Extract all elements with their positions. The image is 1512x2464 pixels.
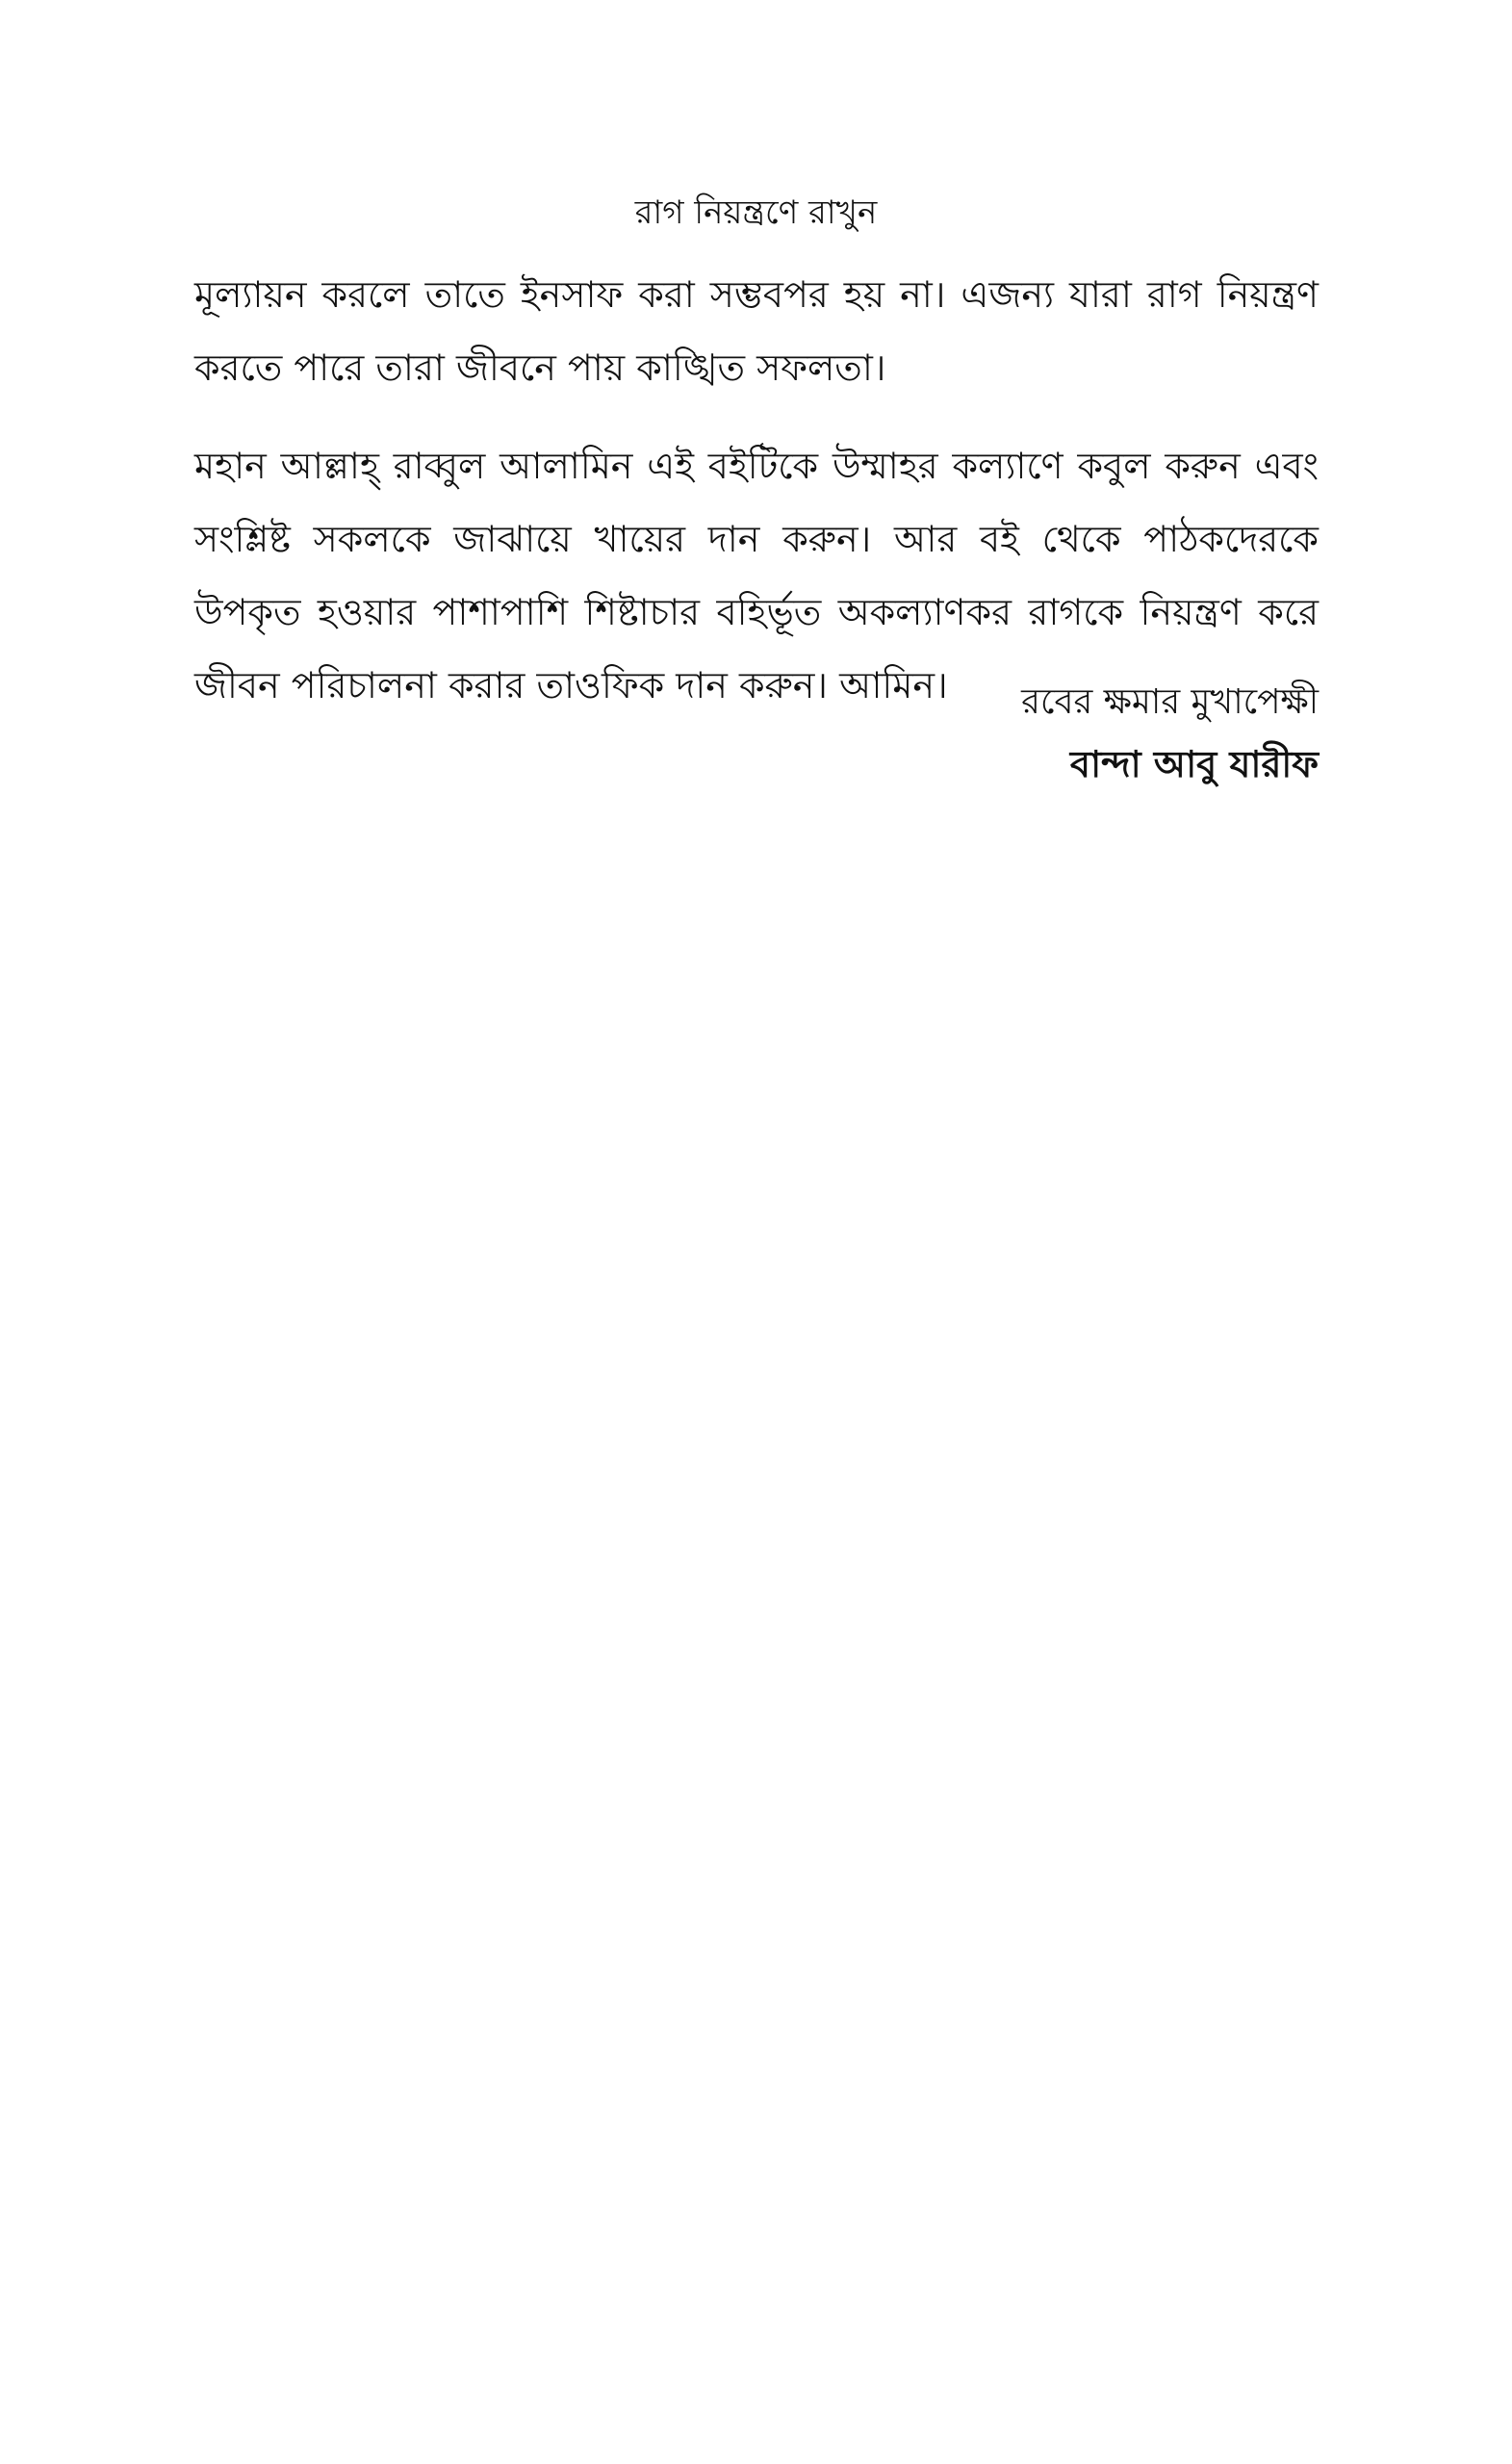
paragraph-2: মহান আল্লাহ্ রাব্বুল আলামিন এই বইটিকে উম্মাহর কল্যাণে কবুল করুন এবং সংশ্লিষ্ট সকলকে জাঝায়ে খায়ের দান করুন। আর বই থেকে পাঠকদেরকে উপকৃত হওয়ার পাশাপাশি শিষ্টাচার বহির্ভূত অকল্যাণকর রাগকে নিয়ন্ত্রণ করে জীবন পরিচালনা করার তাওফিক দান করুন। আমিন। bbox=[194, 445, 1319, 706]
running-header-title: রাগ নিয়ন্ত্রণে রাখুন bbox=[634, 193, 878, 232]
signature-block bbox=[194, 672, 1319, 795]
signature-descriptor: রবের ক্ষমার মুখাপেক্ষী bbox=[1021, 682, 1319, 722]
signature-author-name: বান্দা আবু যারীফ bbox=[1069, 743, 1319, 785]
paragraph-1: মূল্যায়ন করলে তাতে ইনসাফ করা সম্ভবপর হয় না। এজন্য যারা রাগ নিয়ন্ত্রণ করতে পারে তারা জীবনে পায় কাঙ্খিত সফলতা। bbox=[194, 273, 1319, 389]
